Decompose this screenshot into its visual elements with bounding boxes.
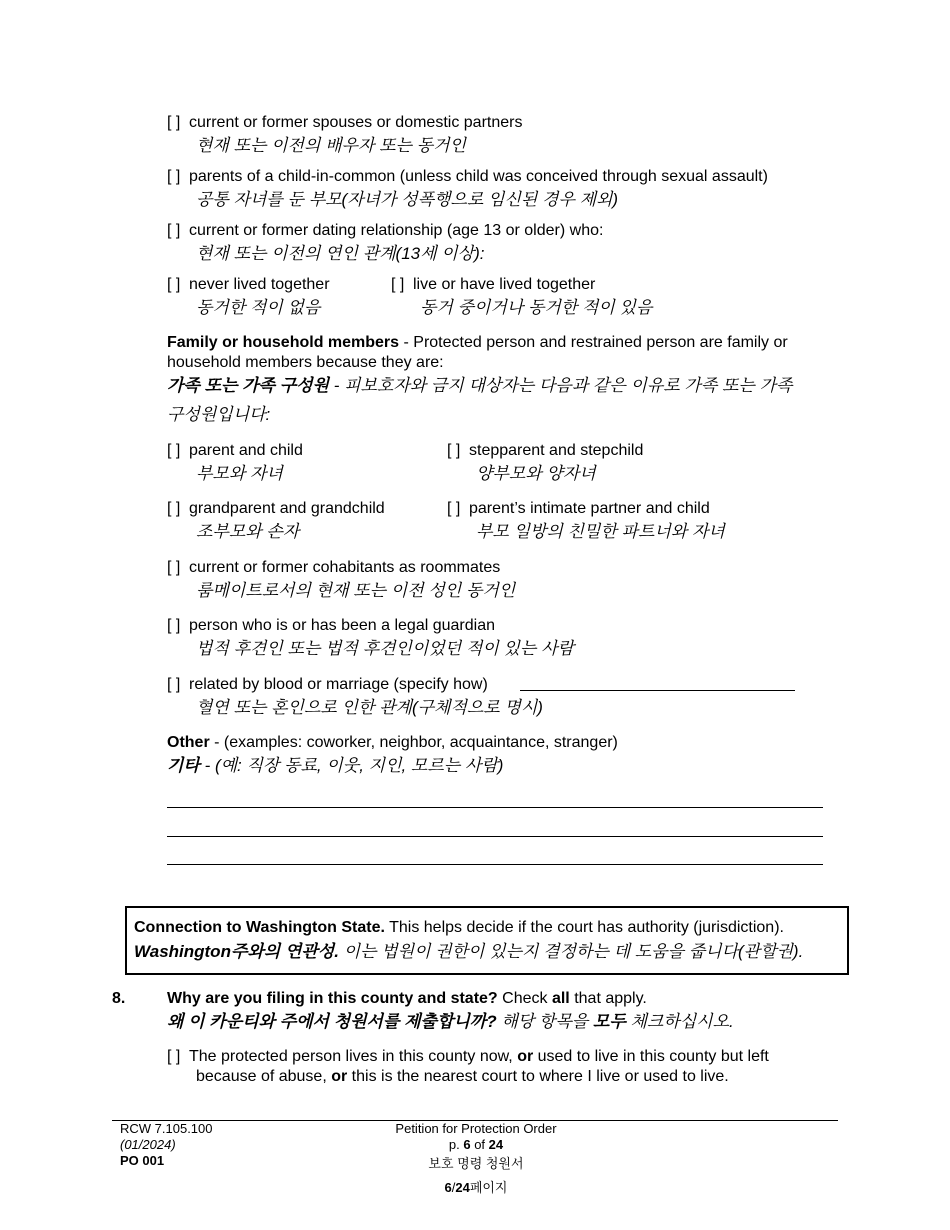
connection-heading-ko <box>134 940 803 964</box>
connection-heading-text-ko: 이는 법원이 권한이 있는지 결정하는 데 도움을 줍니다(관할권). <box>338 942 804 961</box>
intimate-partner-option <box>447 499 710 519</box>
parents-child-checkbox[interactable]: [ ] <box>167 168 181 185</box>
spouses-option <box>167 113 522 133</box>
footer-page-ko <box>326 1180 626 1196</box>
other-heading-title-ko: 기타 <box>167 756 200 775</box>
family-heading-text-ko-2: 구성원입니다: <box>167 405 271 424</box>
family-heading-title-ko: 가족 또는 가족 구성원 <box>167 376 329 395</box>
other-write-line-3[interactable] <box>167 864 823 865</box>
family-heading-text-ko: - 피보호자와 금지 대상자는 다음과 같은 이유로 가족 또는 가족 <box>328 376 793 395</box>
blood-label: related by blood or marriage (specify how) <box>189 676 488 693</box>
footer-rcw: RCW 7.105.100 <box>120 1121 213 1136</box>
footer-title-ko: 보호 명령 청원서 <box>428 1156 524 1171</box>
q8-option-1-text-b: used to live in this county but left <box>533 1048 769 1065</box>
q8-option-2-or: or <box>331 1068 348 1085</box>
lived-together-label: live or have lived together <box>413 276 596 293</box>
q8-option-2-text-b: this is the nearest court to where I live or used to live. <box>347 1068 729 1085</box>
blood-checkbox[interactable]: [ ] <box>167 676 181 693</box>
q8-check-pre: Check <box>497 990 552 1007</box>
cohabitants-option <box>167 558 500 578</box>
connection-heading-title: Connection to Washington State. <box>134 919 385 936</box>
parents-child-option <box>167 167 768 187</box>
blood-specify-field[interactable] <box>520 690 795 691</box>
footer-title: Petition for Protection Order <box>395 1121 557 1136</box>
stepparent-checkbox[interactable]: [ ] <box>447 442 461 459</box>
cohabitants-label-ko: 룸메이트로서의 현재 또는 이전 성인 동거인 <box>196 581 516 600</box>
parents-child-label-ko: 공통 자녀를 둔 부모(자녀가 성폭행으로 임신된 경우 제외) <box>196 190 619 209</box>
dating-checkbox[interactable]: [ ] <box>167 222 181 239</box>
lived-together-checkbox[interactable]: [ ] <box>391 276 405 293</box>
q8-check-post: that apply. <box>569 990 647 1007</box>
other-heading-ko <box>167 754 503 778</box>
footer-date: (01/2024) <box>120 1137 176 1152</box>
q8-question <box>167 989 647 1009</box>
intimate-partner-label-ko: 부모 일방의 친밀한 파트너와 자녀 <box>476 522 725 541</box>
parent-child-label-ko: 부모와 자녀 <box>196 464 283 483</box>
guardian-label: person who is or has been a legal guardian <box>189 617 495 634</box>
lived-together-label-ko: 동거 중이거나 동거한 적이 있음 <box>420 298 653 317</box>
intimate-partner-checkbox[interactable]: [ ] <box>447 500 461 517</box>
stepparent-option <box>447 441 643 461</box>
grandparent-label: grandparent and grandchild <box>189 500 385 517</box>
never-lived-checkbox[interactable]: [ ] <box>167 276 181 293</box>
footer-page <box>326 1137 626 1153</box>
other-write-line-1[interactable] <box>167 807 823 808</box>
q8-option-1-text-a: The protected person lives in this county now, <box>189 1048 518 1065</box>
q8-option-1-or: or <box>517 1048 534 1065</box>
q8-number: 8. <box>112 990 126 1007</box>
q8-question-text: Why are you filing in this county and state? <box>167 990 498 1007</box>
spouses-checkbox[interactable]: [ ] <box>167 114 181 131</box>
grandparent-label-ko: 조부모와 손자 <box>196 522 300 541</box>
never-lived-label: never lived together <box>189 276 330 293</box>
q8-check-all-ko: 모두 <box>592 1012 626 1031</box>
q8-check-post-ko: 체크하십시오. <box>625 1012 734 1031</box>
connection-heading <box>134 918 784 938</box>
dating-label: current or former dating relationship (age 13 or older) who: <box>189 222 604 239</box>
family-heading-title: Family or household members <box>167 334 400 351</box>
dating-option <box>167 221 603 241</box>
footer-page-number: 6 <box>463 1137 471 1152</box>
cohabitants-label: current or former cohabitants as roommates <box>189 559 501 576</box>
q8-check-pre-ko: 해당 항목을 <box>496 1012 593 1031</box>
other-heading-title: Other <box>167 734 210 751</box>
guardian-checkbox[interactable]: [ ] <box>167 617 181 634</box>
guardian-label-ko: 법적 후견인 또는 법적 후견인이었던 적이 있는 사람 <box>196 639 574 658</box>
grandparent-option <box>167 499 385 519</box>
stepparent-label-ko: 양부모와 양자녀 <box>476 464 596 483</box>
spouses-label-ko: 현재 또는 이전의 배우자 또는 동거인 <box>196 136 466 155</box>
parent-child-label: parent and child <box>189 442 303 459</box>
family-heading <box>167 333 788 353</box>
lived-together-option <box>391 275 595 295</box>
stepparent-label: stepparent and stepchild <box>469 442 644 459</box>
cohabitants-checkbox[interactable]: [ ] <box>167 559 181 576</box>
footer-page-ko-total: 24 <box>455 1180 470 1195</box>
spouses-label: current or former spouses or domestic partners <box>189 114 523 131</box>
guardian-option <box>167 616 495 636</box>
grandparent-checkbox[interactable]: [ ] <box>167 500 181 517</box>
other-heading <box>167 733 618 753</box>
other-heading-text-ko: - (예: 직장 동료, 이웃, 지인, 모르는 사람) <box>199 756 504 775</box>
family-heading-ko <box>167 374 792 398</box>
parent-child-option <box>167 441 303 461</box>
q8-option-2-text-a: because of abuse, <box>196 1068 332 1085</box>
footer-form-number: PO 001 <box>120 1153 165 1168</box>
family-heading-text-2: household members because they are: <box>167 354 444 371</box>
connection-heading-text: This helps decide if the court has authority (jurisdiction). <box>384 919 784 936</box>
other-write-line-2[interactable] <box>167 836 823 837</box>
other-heading-text: - (examples: coworker, neighbor, acquaintance, stranger) <box>209 734 618 751</box>
footer-page-of: of <box>470 1137 489 1152</box>
footer-page-ko-suffix: 페이지 <box>469 1180 508 1195</box>
parents-child-label: parents of a child-in-common (unless child was conceived through sexual assault) <box>189 168 768 185</box>
q8-question-text-ko: 왜 이 카운티와 주에서 청원서를 제출합니까? <box>167 1012 497 1031</box>
never-lived-option <box>167 275 330 295</box>
q8-option-1 <box>167 1047 769 1067</box>
family-heading-text: - Protected person and restrained person are family or <box>399 334 788 351</box>
blood-option <box>167 675 488 695</box>
footer-page-pre: p. <box>448 1137 464 1152</box>
blood-label-ko: 혈연 또는 혼인으로 인한 관계(구체적으로 명시) <box>196 698 543 717</box>
dating-label-ko: 현재 또는 이전의 연인 관계(13세 이상): <box>196 244 485 263</box>
parent-child-checkbox[interactable]: [ ] <box>167 442 181 459</box>
q8-check-all: all <box>551 990 570 1007</box>
never-lived-label-ko: 동거한 적이 없음 <box>196 298 321 317</box>
connection-heading-title-ko: Washington주와의 연관성. <box>134 942 339 961</box>
q8-option-1-checkbox[interactable]: [ ] <box>167 1048 181 1065</box>
intimate-partner-label: parent’s intimate partner and child <box>469 500 710 517</box>
q8-question-ko <box>167 1010 734 1034</box>
footer-page-total: 24 <box>488 1137 504 1152</box>
q8-option-1-line-2 <box>196 1067 729 1087</box>
footer-page-ko-sep: / <box>451 1180 456 1195</box>
footer-page-ko-number: 6 <box>444 1180 452 1195</box>
